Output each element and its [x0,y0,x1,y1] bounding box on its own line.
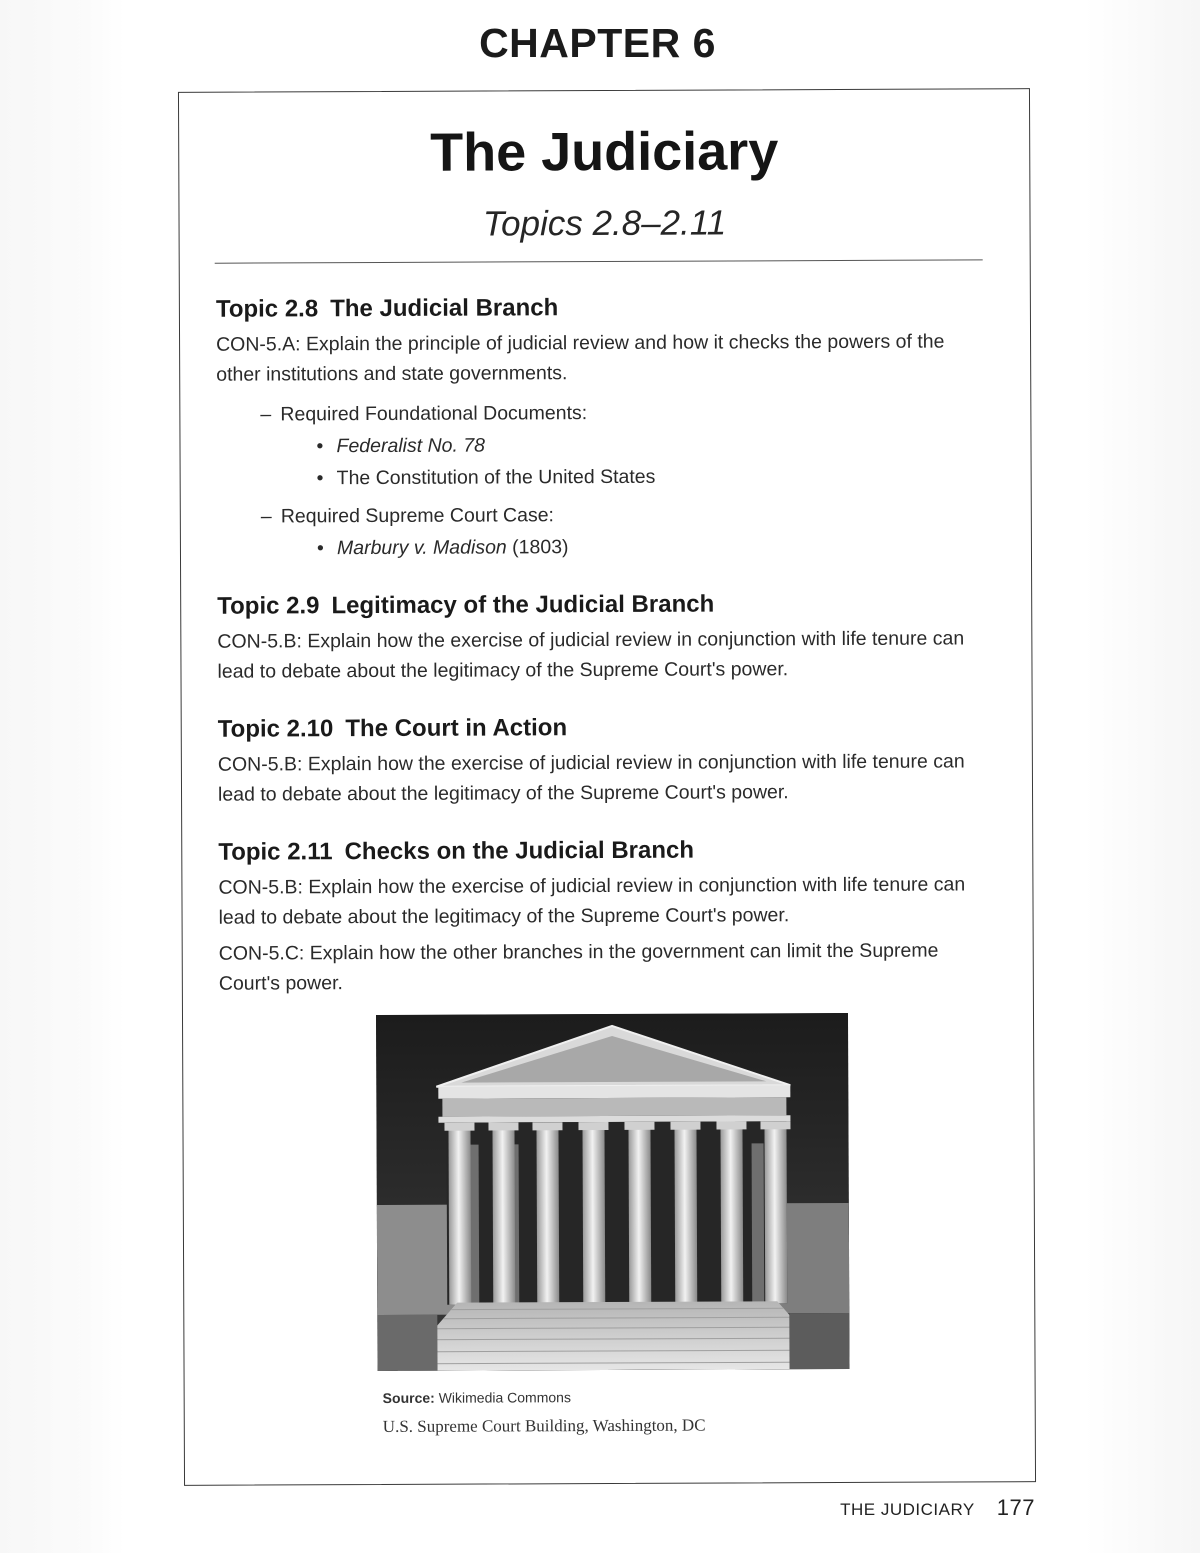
topic-name: Checks on the Judicial Branch [344,836,695,866]
topic-heading [217,589,977,620]
learning-objective: CON-5.A: Explain the principle of judicial review and how it checks the powers of the other institutions and state governments. [216,330,945,386]
requirement-label: Required Supreme Court Case: [280,504,555,528]
learning-objective: CON-5.B: Explain how the exercise of judicial review in conjunction with life tenure can lead to debate about the legitimacy of the Supreme Court's power. [217,750,965,806]
list-item: • Marbury v. Madison (1803) [316,536,569,560]
list-item: • The Constitution of the United States [316,465,656,490]
learning-objective: CON-5.C: Explain how the other branches in the government can limit the Supreme Court's power. [218,939,939,995]
topic-number: Topic 2.9 [217,592,320,620]
page-shadow-right [1085,0,1200,1553]
page-footer [840,1495,1035,1521]
topic-number: Topic 2.8 [215,295,319,323]
chapter-label: CHAPTER 6 [479,20,716,66]
photo-source: Source: Wikimedia Commons [382,1389,571,1406]
photo-caption: U.S. Supreme Court Building, Washington, DC [382,1415,706,1436]
topic-heading [218,835,978,866]
requirement-documents: – Required Foundational Documents: [260,402,588,426]
topic-2-9 [217,589,977,686]
running-head: THE JUDICIARY [840,1500,975,1519]
topic-name: The Judicial Branch [330,294,559,323]
chapter-title: The Judiciary [430,121,779,183]
chapter-overview-box [178,88,1036,1486]
chapter-subtitle: Topics 2.8–2.11 [482,203,727,244]
title-divider [215,259,983,263]
page-shadow-left [0,0,125,1553]
learning-objective: CON-5.B: Explain how the exercise of judicial review in conjunction with life tenure can lead to debate about the legitimacy of the Supreme Court's power. [217,627,965,683]
topic-heading [218,712,978,743]
topic-name: Legitimacy of the Judicial Branch [331,590,715,620]
topic-number: Topic 2.10 [217,715,334,743]
topic-number: Topic 2.11 [218,838,333,866]
page-number: 177 [996,1495,1035,1520]
topic-2-10 [218,712,978,809]
topic-2-8 [216,292,977,563]
list-item: • Federalist No. 78 [316,434,486,458]
topic-2-11 [218,835,979,998]
requirement-label: Required Foundational Documents: [280,402,588,426]
learning-objective: CON-5.B: Explain how the exercise of judicial review in conjunction with life tenure can lead to debate about the legitimacy of the Supreme Court's power. [218,873,966,929]
topic-heading [216,292,976,323]
supreme-court-photo [376,1013,850,1371]
photo-source-name: Wikimedia Commons [438,1389,571,1406]
requirement-case: – Required Supreme Court Case: [260,504,555,528]
topic-name: The Court in Action [345,714,568,743]
